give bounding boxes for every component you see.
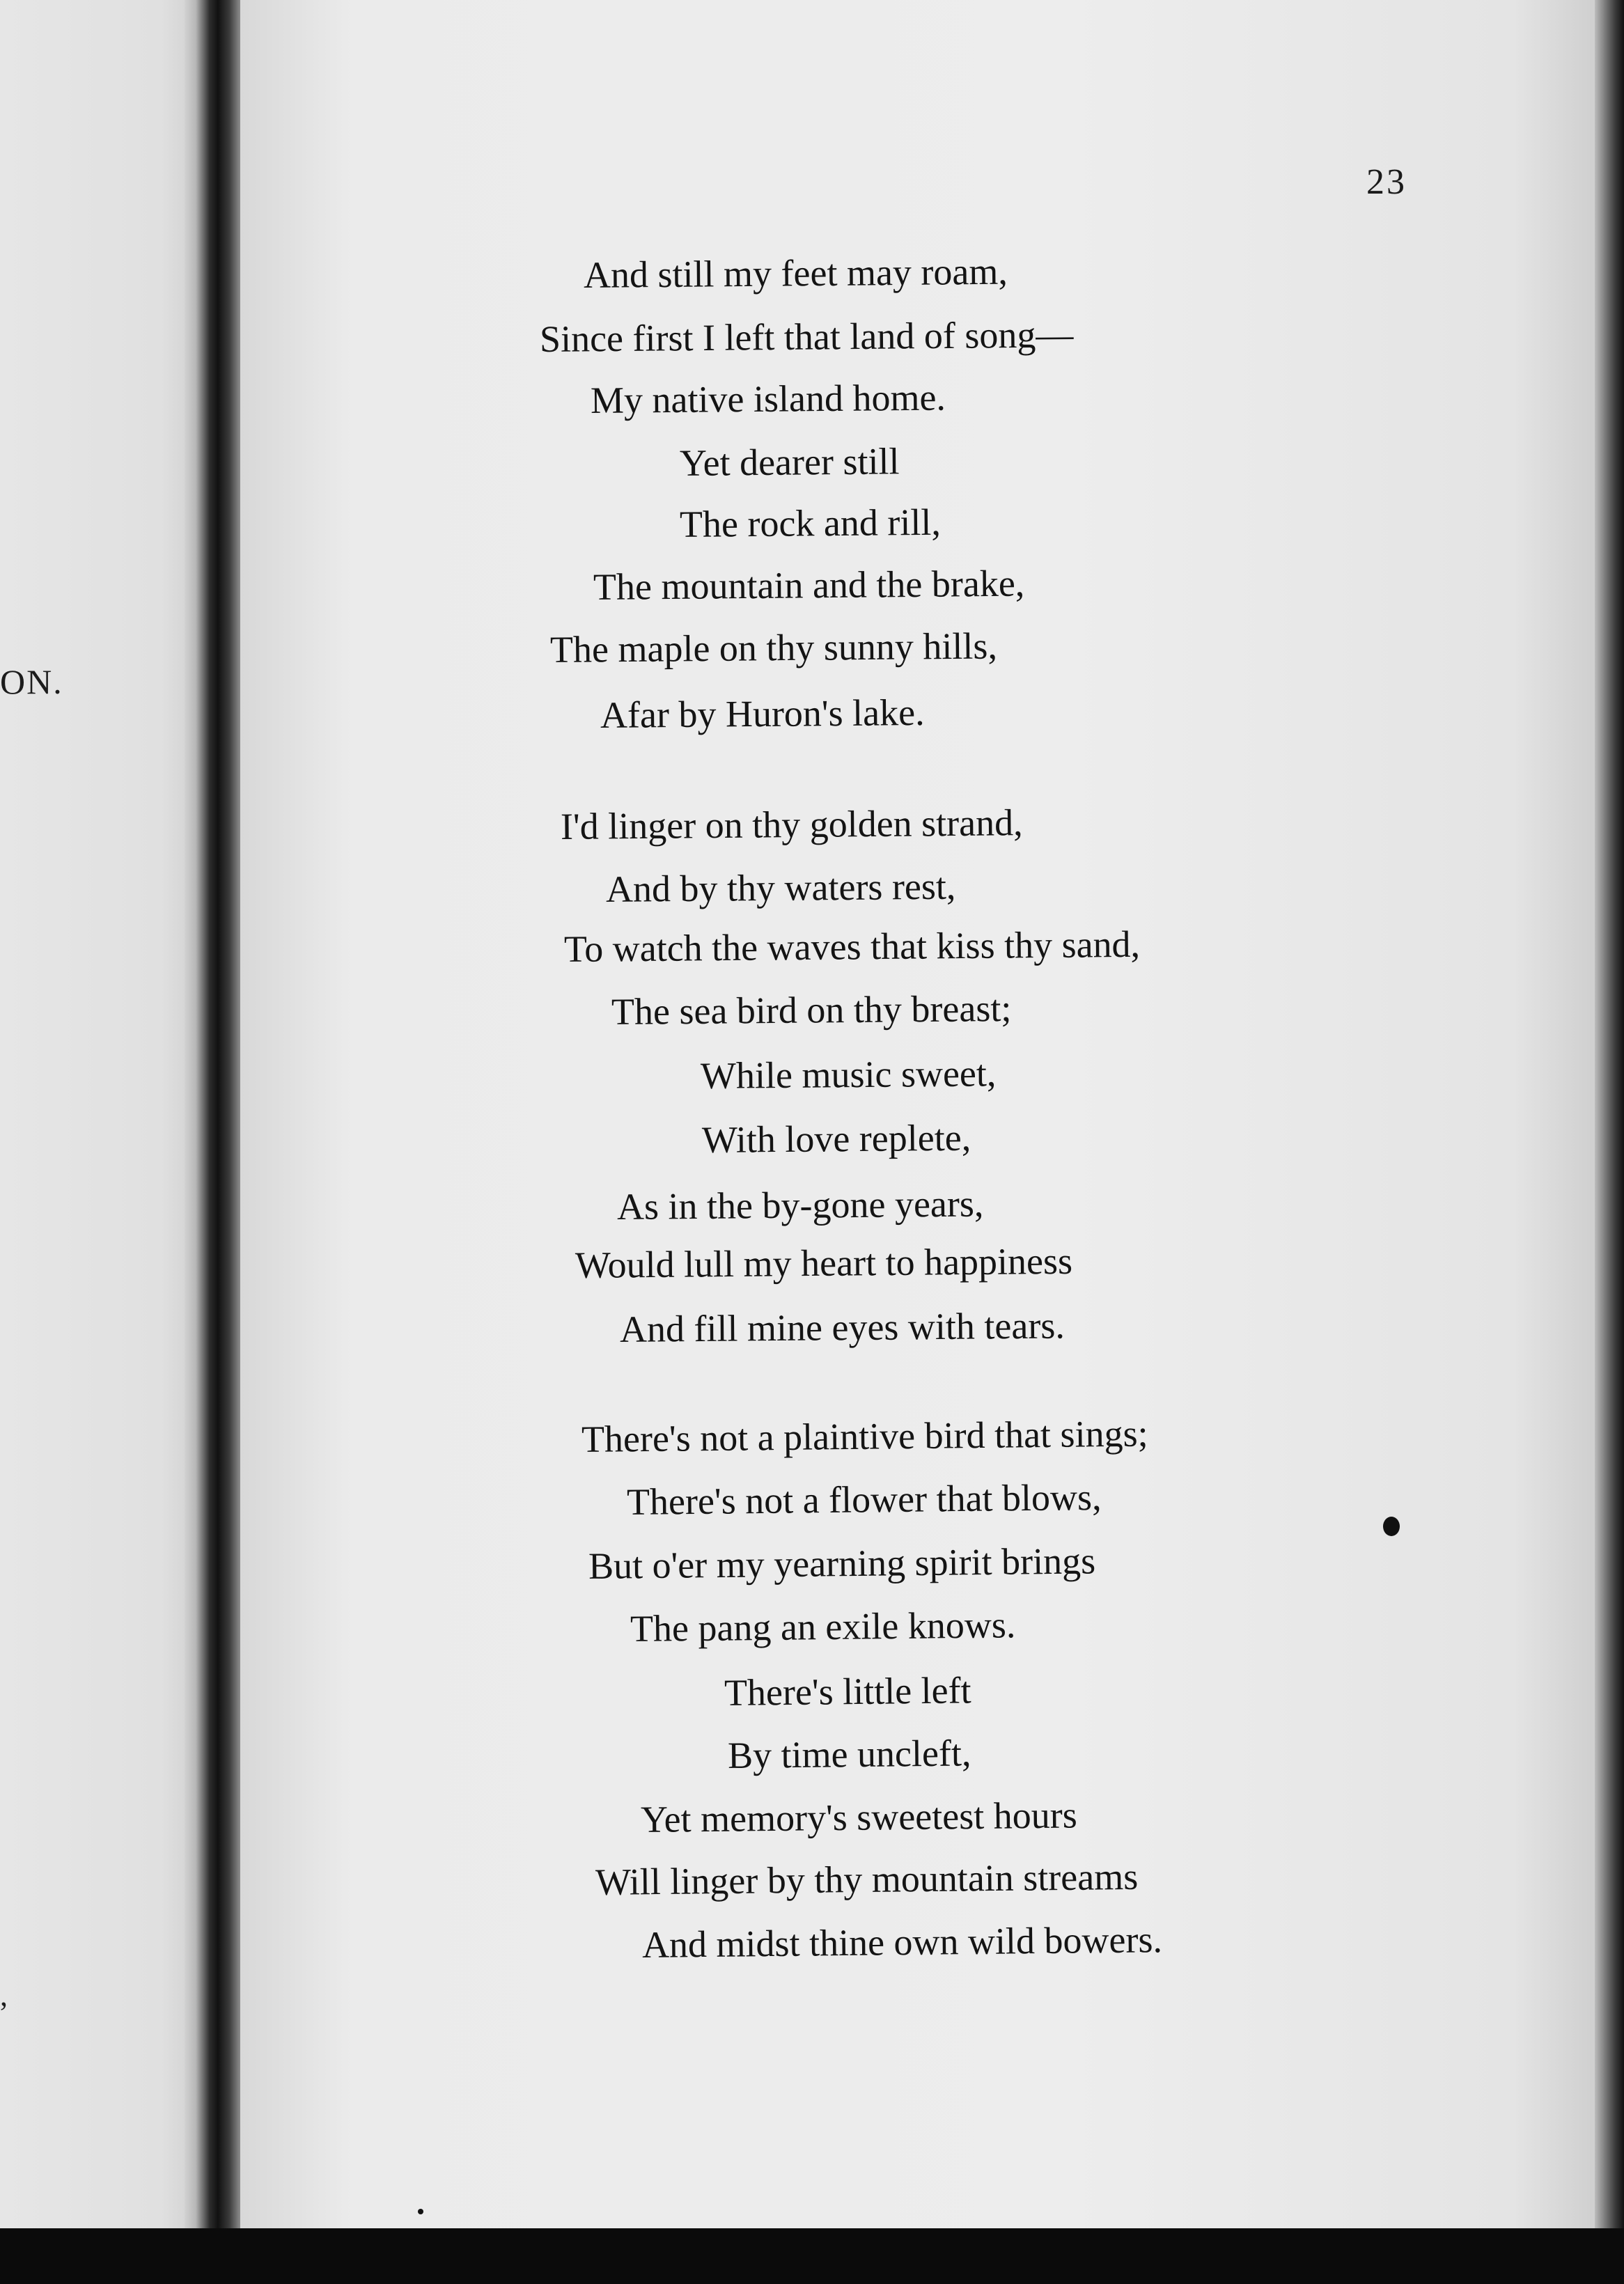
book-gutter <box>185 0 240 2235</box>
poem-line: The maple on thy sunny hills, <box>549 625 998 671</box>
page-edge <box>1595 0 1624 2249</box>
poem-line: There's not a flower that blows, <box>626 1476 1102 1523</box>
poem-line: The pang an exile knows. <box>630 1604 1016 1650</box>
poem-line: There's little left <box>724 1669 971 1714</box>
poem-line: And by thy waters rest, <box>605 865 956 910</box>
poem-line: The mountain and the brake, <box>593 562 1025 608</box>
poem-line: By time uncleft, <box>727 1732 971 1776</box>
page-number: 23 <box>1366 162 1407 202</box>
poem-line: But o'er my yearning spirit brings <box>588 1540 1096 1587</box>
poem-line: I'd linger on thy golden strand, <box>560 801 1023 847</box>
poem-line: And still my feet may roam, <box>583 250 1008 296</box>
poem-line: My native island home. <box>590 376 946 421</box>
poem-line: The sea bird on thy breast; <box>611 987 1012 1033</box>
poem-line: While music sweet, <box>700 1052 997 1097</box>
poem-line: And fill mine eyes with tears. <box>619 1304 1065 1350</box>
poem-line: With love replete, <box>701 1116 971 1161</box>
poem-line: Yet dearer still <box>679 440 900 484</box>
poem-line: To watch the waves that kiss thy sand, <box>563 923 1141 970</box>
ink-speck <box>418 2209 423 2214</box>
scan-border <box>0 2228 1624 2284</box>
left-page-text-fragment: ON. <box>0 662 63 701</box>
poem-line: Since first I left that land of song— <box>539 313 1074 360</box>
poem-line: The rock and rill, <box>679 501 942 545</box>
poem-line: Yet memory's sweetest hours <box>640 1794 1077 1840</box>
poem-line: There's not a plaintive bird that sings; <box>581 1412 1148 1460</box>
ink-speck <box>1383 1517 1400 1536</box>
poem-line: Would lull my heart to happiness <box>575 1239 1073 1286</box>
poem-line: Will linger by thy mountain streams <box>595 1855 1139 1903</box>
left-page-text-fragment: , <box>0 1978 8 2012</box>
poem-line: As in the by-gone years, <box>616 1182 984 1228</box>
poem-line: Afar by Huron's lake. <box>600 691 925 736</box>
poem-line: And midst thine own wild bowers. <box>641 1918 1163 1966</box>
